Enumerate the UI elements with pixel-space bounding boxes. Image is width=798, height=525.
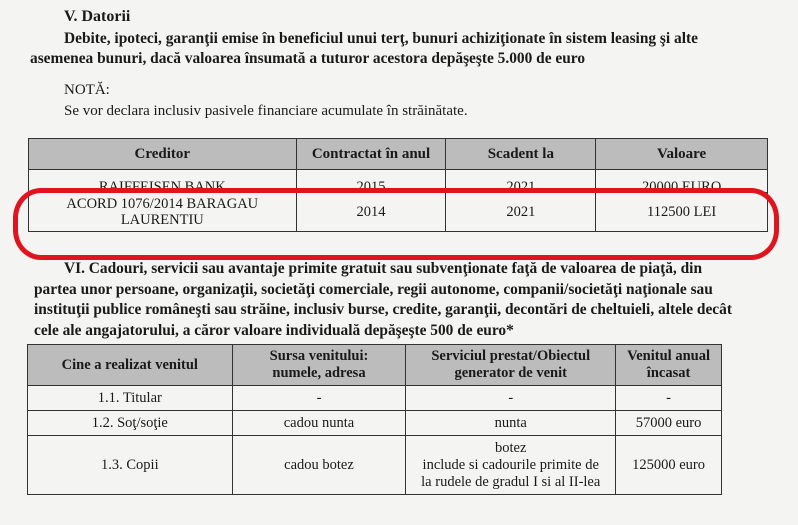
header-income: Venitul anual încasat xyxy=(616,345,722,386)
cell-service: botez include si cadourile primite de la rudele de gradul I si al II-lea xyxy=(406,436,616,495)
header-contract-year: Contractat în anul xyxy=(296,139,446,170)
header-due: Scadent la xyxy=(446,139,596,170)
cell-creditor: ACORD 1076/2014 BARAGAU LAURENTIU xyxy=(29,193,297,232)
nota-title: NOTĂ: xyxy=(64,82,110,98)
section-5-intro xyxy=(30,29,790,69)
section-5-title: V. Datorii xyxy=(64,8,131,25)
debts-table xyxy=(28,138,768,232)
section-6-line-2: partea unor persoane, organizaţii, societăţi comerciale, regii autonome, companii/societăţi naţionale sau xyxy=(34,280,713,298)
table-row xyxy=(28,411,722,436)
cell-year: 2015 xyxy=(296,170,446,193)
nota-text: Se vor declara inclusiv pasivele financiare acumulate în străinătate. xyxy=(64,103,468,119)
cell-value: 112500 LEI xyxy=(596,193,768,232)
debts-header-row xyxy=(29,139,768,170)
table-row xyxy=(29,170,768,193)
cell-who: 1.3. Copii xyxy=(28,436,233,495)
cell-source: cadou nunta xyxy=(232,411,406,436)
header-who: Cine a realizat venitul xyxy=(28,345,233,386)
cell-creditor: RAIFFEISEN BANK xyxy=(29,170,297,193)
intro-line-2: asemenea bunuri, dacă valoarea însumată a tuturor acestora depăşeşte 5.000 de euro xyxy=(30,50,586,67)
table-row xyxy=(29,193,768,232)
gifts-header-row xyxy=(28,345,722,386)
intro-line-1: Debite, ipoteci, garanţii emise în beneficiul unui terţ, bunuri achiziţionate în sistem leasing şi alte xyxy=(64,30,698,47)
cell-source: - xyxy=(232,386,406,411)
section-6-line-3: instituţii publice româneşti sau străine, inclusiv burse, credite, garanţii, decontări de cheltuieli, altele decât xyxy=(34,301,732,318)
cell-service: - xyxy=(406,386,616,411)
table-row xyxy=(28,386,722,411)
cell-who: 1.2. Soţ/soţie xyxy=(28,411,233,436)
section-6-title xyxy=(34,259,792,341)
cell-service: nunta xyxy=(406,411,616,436)
cell-due: 2021 xyxy=(446,193,596,232)
cell-who: 1.1. Titular xyxy=(28,386,233,411)
header-source: Sursa venitului: numele, adresa xyxy=(232,345,406,386)
cell-income: - xyxy=(616,386,722,411)
cell-year: 2014 xyxy=(296,193,446,232)
section-6-line-1: VI. Cadouri, servicii sau avantaje primite gratuit sau subvenţionate faţă de valoarea de piaţă, din xyxy=(64,260,702,277)
header-service: Serviciul prestat/Obiectul generator de venit xyxy=(406,345,616,386)
table-row xyxy=(28,436,722,495)
cell-due: 2021 xyxy=(446,170,596,193)
cell-income: 57000 euro xyxy=(616,411,722,436)
header-value: Valoare xyxy=(596,139,768,170)
header-creditor: Creditor xyxy=(29,139,297,170)
section-6-line-4: cele ale angajatorului, a căror valoare individuală depăşeşte 500 de euro* xyxy=(34,321,514,339)
cell-value: 20000 EURO xyxy=(596,170,768,193)
cell-source: cadou botez xyxy=(232,436,406,495)
cell-income: 125000 euro xyxy=(616,436,722,495)
gifts-table xyxy=(27,344,722,495)
